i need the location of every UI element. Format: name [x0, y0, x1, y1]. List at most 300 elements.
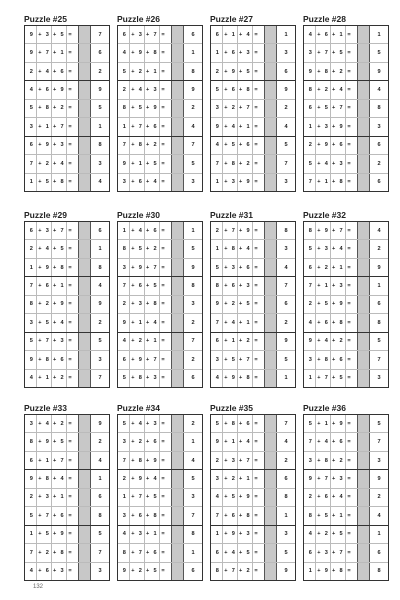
puzzle-row — [25, 99, 109, 117]
grid-line — [129, 544, 130, 561]
digit-cell: 8 — [45, 105, 49, 112]
grid-line — [345, 277, 346, 294]
plus-sign: + — [146, 227, 150, 234]
grid-line — [252, 100, 253, 117]
plus-sign: + — [53, 142, 57, 149]
digit-cell: 7 — [215, 160, 219, 167]
digit-cell: 4 — [308, 319, 312, 326]
equals-sign: = — [254, 549, 258, 556]
equals-sign: = — [347, 439, 351, 446]
digit-cell: 5 — [122, 68, 126, 75]
puzzle-row — [25, 332, 109, 350]
puzzle-row — [211, 543, 295, 561]
equals-sign: = — [347, 87, 351, 94]
grid-line — [345, 63, 346, 80]
digit-cell: 1 — [324, 283, 328, 290]
equation — [304, 526, 357, 543]
plus-sign: + — [224, 160, 228, 167]
plus-sign: + — [53, 105, 57, 112]
puzzle-row — [118, 62, 202, 80]
grid-line — [159, 240, 160, 257]
grid-line — [315, 44, 316, 61]
digit-cell: 6 — [45, 568, 49, 575]
plus-sign: + — [332, 568, 336, 575]
grid-line — [315, 544, 316, 561]
plus-sign: + — [146, 531, 150, 538]
plus-sign: + — [317, 420, 321, 427]
grid-line — [330, 452, 331, 469]
plus-sign: + — [53, 123, 57, 130]
grid-line — [159, 526, 160, 543]
grid-line — [159, 296, 160, 313]
grid-line — [237, 155, 238, 172]
grid-line — [222, 222, 223, 239]
equals-sign: = — [347, 105, 351, 112]
plus-sign: + — [131, 439, 135, 446]
plus-sign: + — [146, 356, 150, 363]
shaded-column — [78, 333, 91, 350]
equation — [118, 222, 171, 239]
digit-cell: 3 — [138, 301, 142, 308]
plus-sign: + — [53, 246, 57, 253]
plus-sign: + — [332, 87, 336, 94]
digit-cell: 7 — [153, 31, 157, 38]
grid-line — [36, 240, 37, 257]
shaded-column — [264, 507, 277, 524]
equals-sign: = — [254, 264, 258, 271]
grid-line — [129, 415, 130, 432]
result-cell: 2 — [284, 319, 288, 326]
equals-sign: = — [254, 568, 258, 575]
grid-line — [51, 370, 52, 387]
plus-sign: + — [317, 68, 321, 75]
shaded-column — [357, 118, 370, 135]
puzzle-row — [211, 469, 295, 487]
grid-line — [51, 100, 52, 117]
puzzle-row — [118, 117, 202, 135]
digit-cell: 8 — [60, 264, 64, 271]
grid-line — [222, 81, 223, 98]
grid-line — [330, 137, 331, 154]
shaded-column — [78, 452, 91, 469]
grid-line — [144, 222, 145, 239]
grid-line — [159, 314, 160, 331]
grid-line — [159, 44, 160, 61]
digit-cell: 4 — [339, 87, 343, 94]
puzzle-box — [210, 25, 296, 192]
digit-cell: 5 — [308, 160, 312, 167]
equals-sign: = — [161, 494, 165, 501]
result-cell: 5 — [377, 338, 381, 345]
shaded-column — [171, 174, 184, 191]
digit-cell: 9 — [60, 531, 64, 538]
result-cell: 8 — [98, 142, 102, 149]
puzzle-box — [303, 25, 389, 192]
digit-cell: 4 — [308, 31, 312, 38]
grid-line — [144, 489, 145, 506]
plus-sign: + — [38, 549, 42, 556]
digit-cell: 7 — [339, 549, 343, 556]
grid-line — [330, 415, 331, 432]
plus-sign: + — [131, 227, 135, 234]
digit-cell: 7 — [60, 457, 64, 464]
plus-sign: + — [239, 227, 243, 234]
puzzle-row — [304, 313, 388, 331]
plus-sign: + — [239, 356, 243, 363]
digit-cell: 4 — [231, 549, 235, 556]
digit-cell: 9 — [215, 123, 219, 130]
digit-cell: 1 — [60, 494, 64, 501]
shaded-column — [78, 296, 91, 313]
plus-sign: + — [131, 68, 135, 75]
puzzle-title: Puzzle #36 — [303, 403, 346, 413]
digit-cell: 1 — [153, 338, 157, 345]
equals-sign: = — [254, 476, 258, 483]
equation — [118, 415, 171, 432]
plus-sign: + — [146, 457, 150, 464]
grid-line — [222, 137, 223, 154]
plus-sign: + — [53, 356, 57, 363]
puzzle-row — [25, 239, 109, 257]
plus-sign: + — [239, 264, 243, 271]
plus-sign: + — [146, 375, 150, 382]
result-cell: 1 — [98, 476, 102, 483]
digit-cell: 5 — [339, 375, 343, 382]
grid-line — [144, 81, 145, 98]
grid-line — [315, 26, 316, 43]
digit-cell: 4 — [308, 531, 312, 538]
puzzle-row — [118, 136, 202, 154]
digit-cell: 8 — [215, 568, 219, 575]
puzzle-box — [117, 221, 203, 388]
digit-cell: 7 — [246, 457, 250, 464]
equals-sign: = — [254, 457, 258, 464]
equation — [25, 155, 78, 172]
digit-cell: 2 — [29, 68, 33, 75]
digit-cell: 5 — [215, 87, 219, 94]
equals-sign: = — [161, 264, 165, 271]
equation — [211, 137, 264, 154]
equation — [211, 44, 264, 61]
digit-cell: 5 — [308, 246, 312, 253]
result-cell: 6 — [284, 301, 288, 308]
grid-line — [129, 314, 130, 331]
grid-line — [129, 174, 130, 191]
plus-sign: + — [131, 264, 135, 271]
digit-cell: 2 — [215, 227, 219, 234]
digit-cell: 6 — [308, 549, 312, 556]
digit-cell: 3 — [122, 512, 126, 519]
grid-line — [252, 563, 253, 580]
shaded-column — [171, 118, 184, 135]
equation — [304, 81, 357, 98]
equals-sign: = — [161, 105, 165, 112]
digit-cell: 1 — [246, 476, 250, 483]
puzzle-row — [25, 222, 109, 239]
result-cell: 4 — [284, 439, 288, 446]
digit-cell: 3 — [153, 87, 157, 94]
digit-cell: 7 — [308, 179, 312, 186]
grid-line — [345, 544, 346, 561]
equation — [25, 433, 78, 450]
grid-line — [159, 155, 160, 172]
shaded-column — [171, 277, 184, 294]
digit-cell: 4 — [215, 494, 219, 501]
digit-cell: 1 — [215, 246, 219, 253]
grid-line — [237, 118, 238, 135]
digit-cell: 4 — [231, 319, 235, 326]
digit-cell: 2 — [324, 264, 328, 271]
result-cell: 6 — [377, 142, 381, 149]
plus-sign: + — [224, 338, 228, 345]
digit-cell: 8 — [324, 457, 328, 464]
equation — [211, 544, 264, 561]
puzzle-title: Puzzle #32 — [303, 210, 346, 220]
plus-sign: + — [224, 68, 228, 75]
plus-sign: + — [332, 494, 336, 501]
plus-sign: + — [317, 531, 321, 538]
plus-sign: + — [146, 301, 150, 308]
equals-sign: = — [68, 283, 72, 290]
puzzle-box — [24, 221, 110, 388]
equals-sign: = — [161, 68, 165, 75]
result-cell: 5 — [377, 420, 381, 427]
plus-sign: + — [317, 142, 321, 149]
puzzle-row — [118, 99, 202, 117]
puzzle-row — [25, 62, 109, 80]
grid-line — [144, 26, 145, 43]
grid-line — [51, 63, 52, 80]
puzzle-row — [118, 239, 202, 257]
equation — [304, 155, 357, 172]
grid-line — [345, 174, 346, 191]
plus-sign: + — [146, 246, 150, 253]
digit-cell: 7 — [215, 512, 219, 519]
puzzle-card — [24, 14, 110, 192]
grid-line — [159, 370, 160, 387]
digit-cell: 1 — [339, 512, 343, 519]
plus-sign: + — [38, 160, 42, 167]
puzzle-row — [25, 80, 109, 98]
grid-line — [237, 100, 238, 117]
grid-line — [51, 333, 52, 350]
puzzle-card — [303, 14, 389, 192]
puzzle-row — [211, 154, 295, 172]
equation — [211, 415, 264, 432]
shaded-column — [264, 174, 277, 191]
equation — [211, 507, 264, 524]
equation — [118, 259, 171, 276]
equation — [211, 563, 264, 580]
puzzle-title: Puzzle #29 — [24, 210, 67, 220]
plus-sign: + — [53, 160, 57, 167]
equals-sign: = — [68, 338, 72, 345]
plus-sign: + — [53, 179, 57, 186]
equation — [211, 452, 264, 469]
grid-line — [330, 100, 331, 117]
digit-cell: 7 — [122, 457, 126, 464]
shaded-column — [264, 137, 277, 154]
equals-sign: = — [347, 319, 351, 326]
equals-sign: = — [68, 87, 72, 94]
digit-cell: 7 — [231, 227, 235, 234]
grid-line — [345, 296, 346, 313]
digit-cell: 6 — [153, 227, 157, 234]
equals-sign: = — [161, 531, 165, 538]
plus-sign: + — [224, 246, 228, 253]
digit-cell: 4 — [45, 420, 49, 427]
digit-cell: 6 — [215, 549, 219, 556]
plus-sign: + — [332, 142, 336, 149]
grid-line — [330, 544, 331, 561]
plus-sign: + — [38, 105, 42, 112]
digit-cell: 2 — [231, 105, 235, 112]
digit-cell: 8 — [231, 246, 235, 253]
plus-sign: + — [239, 283, 243, 290]
plus-sign: + — [131, 301, 135, 308]
grid-line — [144, 452, 145, 469]
digit-cell: 6 — [138, 283, 142, 290]
plus-sign: + — [317, 457, 321, 464]
grid-line — [222, 544, 223, 561]
digit-cell: 2 — [246, 338, 250, 345]
digit-cell: 6 — [324, 494, 328, 501]
grid-line — [315, 137, 316, 154]
digit-cell: 3 — [324, 549, 328, 556]
equation — [304, 240, 357, 257]
shaded-column — [171, 489, 184, 506]
puzzle-row — [211, 80, 295, 98]
puzzle-row — [118, 80, 202, 98]
digit-cell: 3 — [339, 160, 343, 167]
grid-line — [330, 240, 331, 257]
equation — [211, 296, 264, 313]
grid-line — [66, 63, 67, 80]
digit-cell: 3 — [153, 375, 157, 382]
puzzle-row — [211, 99, 295, 117]
digit-cell: 4 — [60, 160, 64, 167]
grid-line — [129, 222, 130, 239]
puzzle-row — [211, 239, 295, 257]
digit-cell: 6 — [60, 356, 64, 363]
grid-line — [345, 333, 346, 350]
equals-sign: = — [161, 50, 165, 57]
shaded-column — [171, 26, 184, 43]
grid-line — [144, 314, 145, 331]
grid-line — [36, 155, 37, 172]
digit-cell: 2 — [308, 301, 312, 308]
grid-line — [237, 452, 238, 469]
grid-line — [144, 370, 145, 387]
plus-sign: + — [317, 476, 321, 483]
digit-cell: 3 — [324, 123, 328, 130]
puzzle-row — [304, 415, 388, 432]
grid-line — [315, 277, 316, 294]
result-cell: 1 — [284, 31, 288, 38]
grid-line — [129, 433, 130, 450]
puzzle-row — [304, 117, 388, 135]
result-cell: 2 — [191, 319, 195, 326]
grid-line — [66, 44, 67, 61]
equals-sign: = — [254, 283, 258, 290]
equals-sign: = — [161, 375, 165, 382]
puzzle-row — [211, 173, 295, 191]
digit-cell: 9 — [215, 301, 219, 308]
puzzle-row — [25, 369, 109, 387]
digit-cell: 9 — [29, 31, 33, 38]
digit-cell: 3 — [231, 264, 235, 271]
grid-line — [315, 118, 316, 135]
digit-cell: 5 — [153, 160, 157, 167]
equation — [118, 174, 171, 191]
equals-sign: = — [161, 246, 165, 253]
grid-line — [66, 118, 67, 135]
shaded-column — [264, 296, 277, 313]
grid-line — [129, 277, 130, 294]
equation — [211, 63, 264, 80]
puzzle-row — [25, 488, 109, 506]
shaded-column — [171, 314, 184, 331]
digit-cell: 7 — [138, 494, 142, 501]
grid-line — [159, 100, 160, 117]
equation — [304, 277, 357, 294]
result-cell: 4 — [377, 227, 381, 234]
puzzle-row — [118, 154, 202, 172]
grid-line — [144, 544, 145, 561]
equation — [118, 507, 171, 524]
digit-cell: 6 — [246, 264, 250, 271]
shaded-column — [264, 240, 277, 257]
digit-cell: 3 — [215, 105, 219, 112]
plus-sign: + — [38, 50, 42, 57]
grid-line — [51, 81, 52, 98]
grid-line — [345, 470, 346, 487]
grid-line — [144, 137, 145, 154]
digit-cell: 9 — [153, 105, 157, 112]
puzzle-row — [304, 222, 388, 239]
plus-sign: + — [317, 494, 321, 501]
grid-line — [144, 155, 145, 172]
equation — [25, 507, 78, 524]
grid-line — [330, 174, 331, 191]
shaded-column — [264, 222, 277, 239]
digit-cell: 8 — [231, 160, 235, 167]
shaded-column — [78, 470, 91, 487]
grid-line — [237, 63, 238, 80]
puzzle-row — [118, 173, 202, 191]
grid-line — [315, 470, 316, 487]
digit-cell: 8 — [29, 439, 33, 446]
grid-line — [315, 174, 316, 191]
result-cell: 7 — [98, 549, 102, 556]
digit-cell: 7 — [324, 375, 328, 382]
equation — [25, 296, 78, 313]
digit-cell: 4 — [122, 531, 126, 538]
grid-line — [252, 81, 253, 98]
plus-sign: + — [146, 31, 150, 38]
digit-cell: 6 — [231, 87, 235, 94]
grid-line — [345, 314, 346, 331]
grid-line — [159, 277, 160, 294]
plus-sign: + — [131, 549, 135, 556]
grid-line — [66, 544, 67, 561]
grid-line — [237, 544, 238, 561]
digit-cell: 5 — [153, 568, 157, 575]
result-cell: 3 — [284, 246, 288, 253]
equation — [304, 489, 357, 506]
result-cell: 1 — [191, 50, 195, 57]
equals-sign: = — [254, 512, 258, 519]
